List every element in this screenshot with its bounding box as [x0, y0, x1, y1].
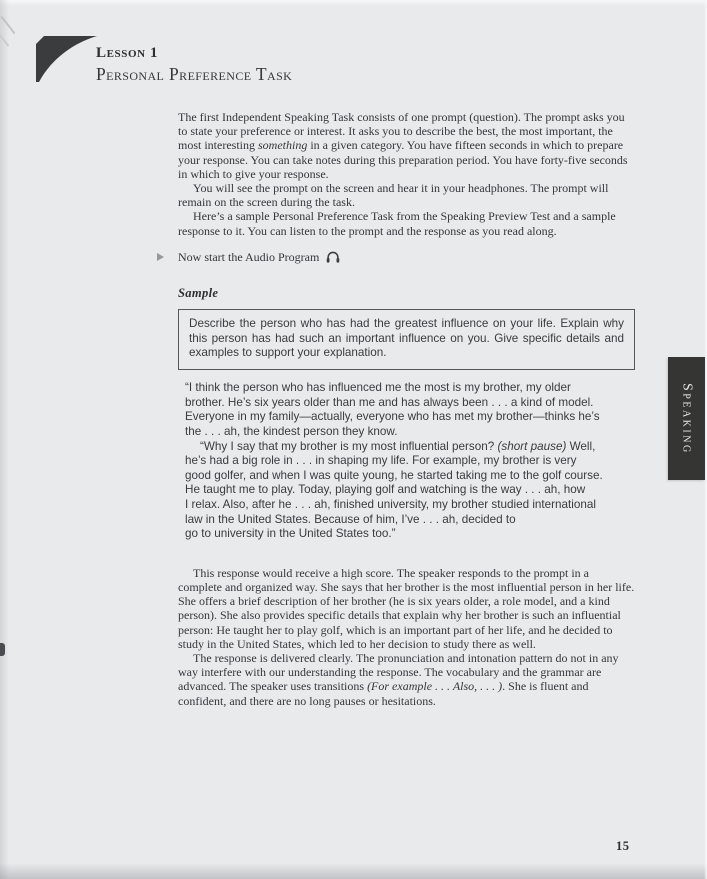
corner-swoosh-graphic — [36, 36, 98, 89]
section-tab-speaking — [668, 357, 705, 480]
response-line: he’s had a big role in . . . in shaping my life. For example, my brother is very — [185, 454, 577, 468]
page-number: 15 — [616, 839, 630, 853]
scan-mark — [0, 643, 5, 656]
response-line: I relax. Also, after he . . . ah, finished university, my brother studied international — [185, 497, 597, 511]
headphones-icon — [326, 251, 340, 267]
sample-response-transcript — [178, 381, 635, 542]
response-line: good golfer, and when I was quite young, he started taking me to the golf course. — [185, 468, 603, 482]
lesson-number: Lesson 1 — [96, 45, 159, 61]
response-line: He taught me to play. Today, playing golf and watching is the way . . . ah, how — [185, 483, 586, 497]
main-content — [178, 110, 635, 708]
scan-edge-top — [0, 0, 707, 6]
intro-paragraph: You will see the prompt on the screen and hear it in your headphones. The prompt will remain on the screen during the task. — [178, 181, 609, 210]
response-line: go to university in the United States too.” — [185, 527, 396, 541]
intro-paragraph: Here’s a sample Personal Preference Task from the Speaking Preview Test and a sample response to it. You can listen to the prompt and the response as you read along. — [178, 209, 616, 238]
audio-instruction — [178, 250, 635, 267]
analysis-paragraph: This response would receive a high score. The speaker responds to the prompt in a complete and organized way. She says that her brother is the most influential person in her life. She offers a brief description of her brother (he is six years older, a role model, and a kind person). She also provides specific details that explain why her brother is such an influential person: He taught her to play golf, which is an important part of her life, and he decided to study in the United States, which led to her decision to study there as well. — [178, 565, 635, 651]
page-title: Personal Preference Task — [96, 64, 293, 84]
sample-heading: Sample — [178, 285, 219, 300]
response-line: the . . . ah, the kindest person they know. — [185, 425, 398, 438]
sample-prompt-text: Describe the person who has had the greatest influence on your life. Explain why this person has had such an important influence on you. Give specific details and examples to support your explanation. — [189, 316, 624, 360]
audio-instruction-text: Now start the Audio Program — [178, 249, 320, 264]
play-triangle-icon — [157, 253, 164, 261]
response-line: “I think the person who has influenced me the most is my brother, my older — [185, 381, 571, 395]
analysis-section — [178, 566, 635, 708]
sample-prompt-box — [178, 309, 635, 370]
scan-edge-left — [0, 0, 9, 879]
response-line: Everyone in my family—actually, everyone who has met my brother—thinks he’s — [185, 410, 600, 424]
response-line: brother. He’s six years older than me and has always been . . . a kind of model. — [185, 395, 594, 409]
analysis-paragraph: The response is delivered clearly. The pronunciation and intonation pattern do not in any way interfere with our understanding the response. The vocabulary and the grammar are advanced. The speaker uses transitions (For example . . . Also, . . . ). She is fluent and confident, and there are no long pauses or hesitations. — [178, 650, 619, 708]
response-line: “Why I say that my brother is my most influential person? (short pause) Well, — [200, 439, 596, 453]
section-tab-label: Speaking — [679, 382, 695, 455]
scan-edge-bottom — [0, 863, 707, 879]
intro-paragraph: The first Independent Speaking Task consists of one prompt (question). The prompt asks you to state your preference or interest. It asks you to describe the best, the most important, the most interesting something in a given category. You have fifteen seconds in which to prepare your response. You can take notes during this preparation period. You have forty-five seconds in which to give your response. — [178, 110, 628, 181]
response-line: law in the United States. Because of him, I’ve . . . ah, decided to — [185, 512, 516, 526]
lesson-header — [96, 45, 292, 85]
